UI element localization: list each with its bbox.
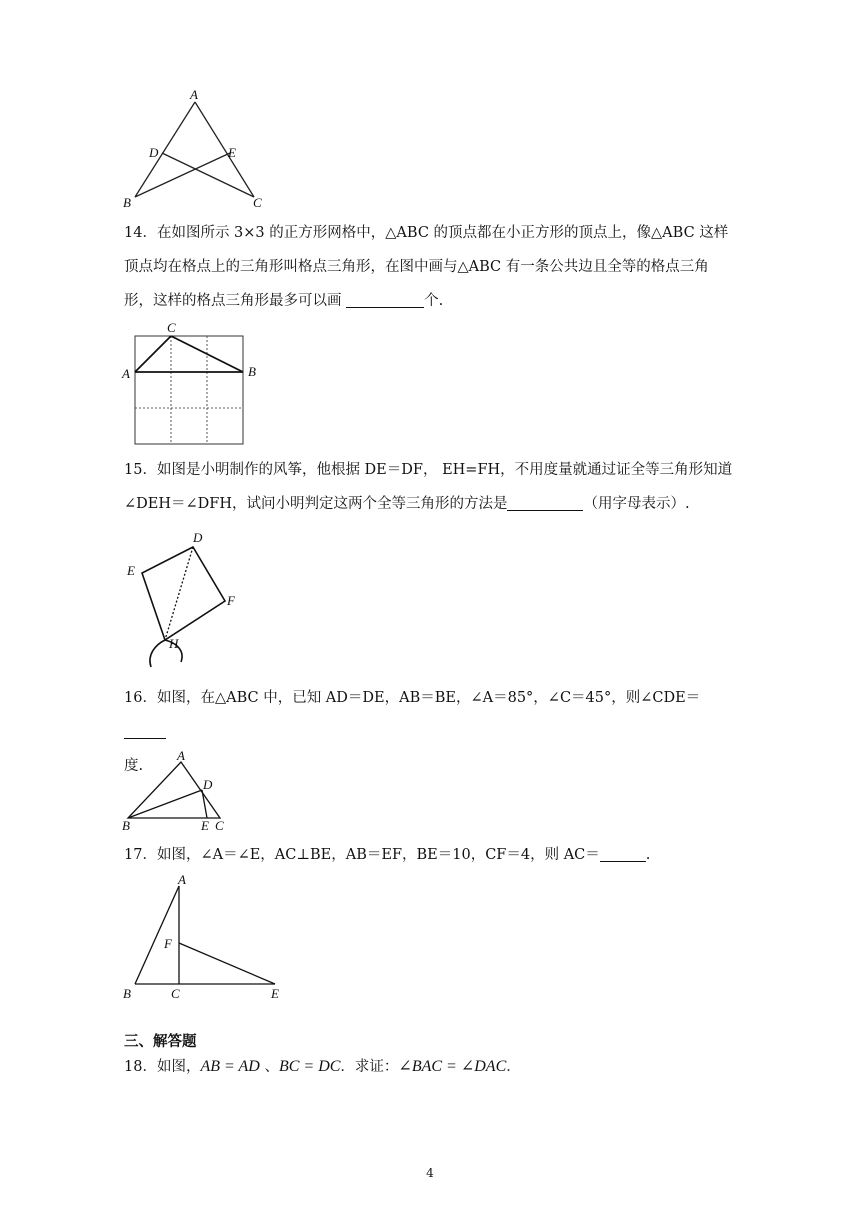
label-F: F bbox=[164, 936, 172, 951]
equation-angles: ∠BAC = ∠DAC bbox=[398, 1058, 507, 1075]
question-17 bbox=[124, 838, 740, 872]
label-C: C bbox=[253, 195, 262, 210]
label-B: B bbox=[248, 364, 256, 379]
label-E: E bbox=[201, 818, 209, 833]
question-18-suffix: ． bbox=[506, 1059, 521, 1075]
figure-q14 bbox=[115, 318, 275, 448]
figure-q17 bbox=[115, 870, 295, 1005]
question-15 bbox=[124, 453, 740, 521]
equation-bc-dc: BC = DC bbox=[278, 1058, 341, 1075]
question-14 bbox=[124, 216, 740, 318]
equation-ab-ad: AB = AD bbox=[200, 1058, 260, 1075]
question-14-line-1: 14．在如图所示 3×3 的正方形网格中，△ABC 的顶点都在小正方形的顶点上，像△ABC 这样 bbox=[124, 225, 729, 241]
label-B: B bbox=[122, 818, 130, 833]
section-heading: 三、解答题 bbox=[124, 1033, 197, 1050]
label-C: C bbox=[171, 986, 180, 1001]
question-16-line-2: 度. bbox=[124, 758, 144, 774]
label-D: D bbox=[149, 145, 159, 160]
question-18-prefix: 18．如图， bbox=[124, 1059, 201, 1075]
question-15-line-2 bbox=[124, 487, 740, 521]
label-B: B bbox=[123, 986, 131, 1001]
question-17-line-1-end: . bbox=[645, 847, 651, 863]
label-E: E bbox=[228, 145, 236, 160]
question-16-line-1-text: 16．如图，在△ABC 中，已知 AD＝DE，AB＝BE，∠A＝85°，∠C＝45°，则∠CDE＝ bbox=[124, 690, 701, 706]
question-15-line-2-end: （用字母表示）. bbox=[583, 496, 690, 512]
label-A: A bbox=[178, 872, 186, 887]
label-C: C bbox=[167, 320, 176, 335]
question-14-line-3-text: 形，这样的格点三角形最多可以画 bbox=[124, 293, 347, 309]
label-D: D bbox=[193, 530, 203, 545]
question-15-line-2-text: ∠DEH＝∠DFH，试问小明判定这两个全等三角形的方法是 bbox=[124, 496, 508, 512]
label-A: A bbox=[177, 748, 185, 763]
question-17-line-1-text: 17．如图，∠A＝∠E，AC⊥BE，AB＝EF，BE＝10，CF＝4，则 AC＝ bbox=[124, 847, 600, 863]
label-A: A bbox=[122, 366, 130, 381]
page-number: 4 bbox=[426, 1166, 434, 1180]
label-E: E bbox=[271, 986, 279, 1001]
question-18 bbox=[124, 1050, 740, 1084]
figure-q16 bbox=[115, 748, 245, 833]
label-F: F bbox=[227, 593, 235, 608]
question-14-line-3-end: 个. bbox=[424, 293, 444, 309]
question-18-middle: ．求证： bbox=[340, 1059, 399, 1075]
figure-q15 bbox=[115, 527, 255, 672]
label-E: E bbox=[127, 563, 135, 578]
label-A: A bbox=[190, 87, 198, 102]
label-C: C bbox=[215, 818, 224, 833]
question-16-line-1 bbox=[124, 681, 740, 749]
figure-q13 bbox=[115, 86, 285, 216]
answer-blank-16[interactable] bbox=[124, 720, 166, 739]
answer-blank-15[interactable] bbox=[507, 492, 583, 511]
question-15-line-1: 15．如图是小明制作的风筝，他根据 DE＝DF， EH=FH，不用度量就通过证全等三角形知道 bbox=[124, 462, 733, 478]
question-14-line-3 bbox=[124, 284, 740, 318]
label-H: H bbox=[169, 636, 179, 651]
answer-blank-14[interactable] bbox=[346, 289, 424, 308]
label-B: B bbox=[123, 195, 131, 210]
question-14-line-2: 顶点均在格点上的三角形叫格点三角形，在图中画与△ABC 有一条公共边且全等的格点三角 bbox=[124, 259, 709, 275]
answer-blank-17[interactable] bbox=[600, 843, 646, 862]
label-D: D bbox=[203, 777, 213, 792]
question-17-line-1 bbox=[124, 838, 740, 872]
question-18-separator: 、 bbox=[259, 1059, 279, 1075]
